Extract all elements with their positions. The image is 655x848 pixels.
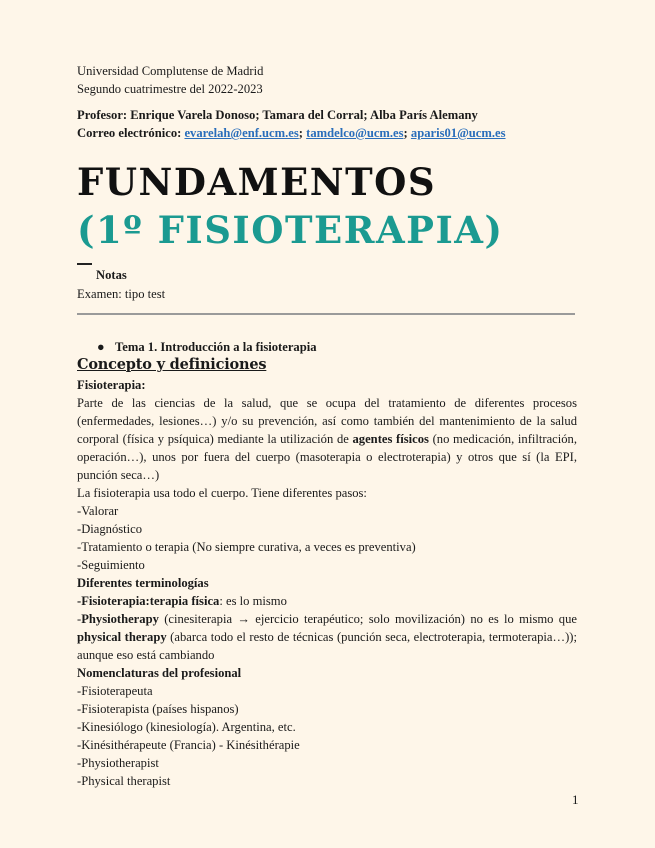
nomenclature-item: -Kinésithérapeute (Francia) - Kinésithérapie [77,738,300,752]
professors-line [77,106,478,124]
term-2: -Physiotherapy (cinesiterapia → ejercicio terapéutico; solo movilización) no es lo mismo que physical therapy (abarca todo el resto de técnicas (punción seca, electroterapia, termoterapia…)); aunque eso está cambiando [77,612,577,662]
body-text [77,376,577,790]
page-number: 1 [572,792,579,807]
step-item: -Diagnóstico [77,522,143,536]
email-link-1[interactable]: evarelah@enf.ucm.es [184,126,299,140]
term-label: Segundo cuatrimestre del 2022-2023 [77,82,263,96]
agentes-fisicos-bold: agentes físicos [352,432,429,446]
exam-note: Examen: tipo test [77,287,166,301]
step-item: -Tratamiento o terapia (No siempre curativa, a veces es preventiva) [77,540,416,554]
page-title: FUNDAMENTOS [77,160,437,204]
horizontal-divider [77,313,575,315]
fisio-paragraph-2: La fisioterapia usa todo el cuerpo. Tiene diferentes pasos: [77,486,367,500]
page-subtitle: (1º FISIOTERAPIA) [77,208,504,252]
fisio-paragraph: Parte de las ciencias de la salud, que se ocupa del tratamiento de diferentes procesos (enfermedades, lesiones…) y/o su prevención, así como también del mantenimiento de la salud corporal (física y psíquica) mediante la utilización de agentes físicos (no medicación, infiltración, operación…), unos por fuera del cuerpo (masoterapia o electroterapia) y otros que sí (la EPI, punción seca…) [77,396,577,482]
bullet-icon: ● [97,340,105,354]
terminology-heading: Diferentes terminologías [77,576,209,590]
notes-dash [77,263,92,265]
nomenclature-item: -Fisioterapeuta [77,684,153,698]
university-name: Universidad Complutense de Madrid [77,64,264,78]
nomenclature-item: -Physical therapist [77,774,171,788]
section-title: Concepto y definiciones [77,356,267,373]
nomenclature-item: -Fisioterapista (países hispanos) [77,702,239,716]
step-item: -Seguimiento [77,558,145,572]
tema-list-item [97,338,317,356]
step-item: -Valorar [77,504,119,518]
tema-label: Tema 1. Introducción a la fisioterapia [115,340,317,354]
email-link-2[interactable]: tamdelco@ucm.es [306,126,404,140]
notes-heading: Notas [96,268,127,282]
nomenclature-heading: Nomenclaturas del profesional [77,666,242,680]
email-line: Correo electrónico: evarelah@enf.ucm.es; tamdelco@ucm.es; aparis01@ucm.es [77,126,506,140]
professors-label: Profesor: [77,108,128,122]
term-1: -Fisioterapia:terapia física: es lo mismo [77,594,287,608]
professors-names: Enrique Varela Donoso; Tamara del Corral; Alba París Alemany [130,108,478,122]
nomenclature-item: -Kinesiólogo (kinesiología). Argentina, etc. [77,720,296,734]
email-label: Correo electrónico: [77,126,182,140]
nomenclature-item: -Physiotherapist [77,756,159,770]
fisio-heading: Fisioterapia: [77,378,146,392]
email-link-3[interactable]: aparis01@ucm.es [410,126,506,140]
